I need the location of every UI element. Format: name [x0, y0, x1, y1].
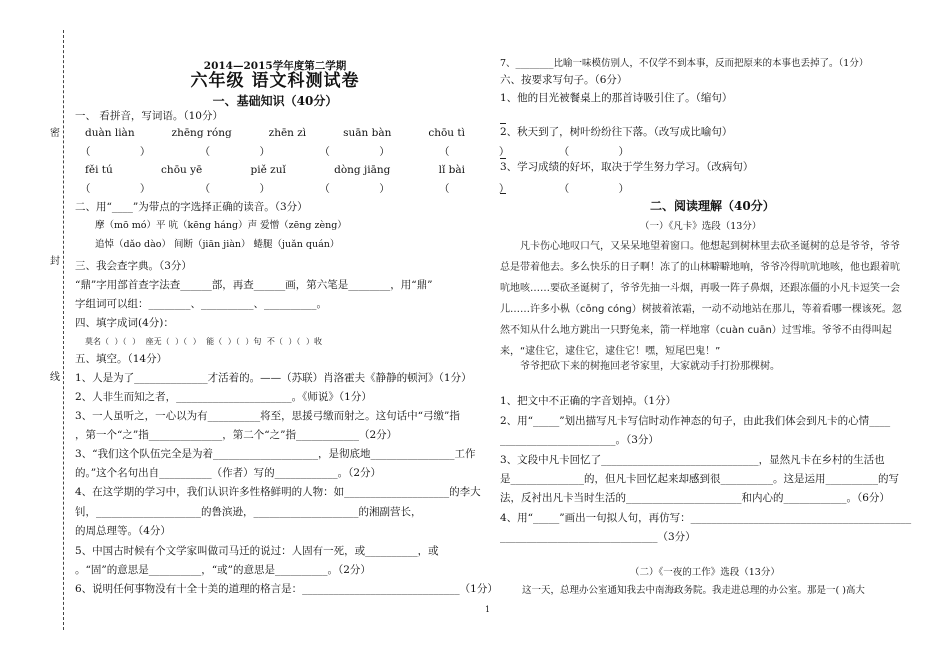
- section-reading: 二、阅读理解（40分）: [650, 199, 775, 213]
- answer-parens-2: （ ） （ ） （ ） （ ） （ ）: [80, 183, 630, 195]
- reading-1-passage-end: 爷爷把砍下来的树拖回老爷家里，大家就动手打扮那棵树。: [520, 361, 780, 372]
- section-basic-knowledge: 一、基础知识（40分）: [212, 94, 338, 108]
- pronunciation-row-2: 追悼（dǎo dào） 间断（jiān jiàn） 蜷腿（juǎn quán）: [95, 239, 340, 250]
- school-year: 2014—2015学年度第二学期: [203, 60, 347, 72]
- pinyin-item: duàn liàn: [85, 127, 135, 139]
- fill-5a: 4、在这学期的学习中，我们认识许多性格鲜明的人物：如____________________的李大: [75, 486, 481, 498]
- reading-1-q4a: 4、用“_____”画出一句拟人句，再仿写：__________________________________________: [500, 512, 912, 524]
- reading-1-q4b: ______________________________（3分）: [500, 531, 696, 543]
- idiom-row: 莫名（ ）（ ） 座无（ ）（ ） 能（ ）（ ）句 不（ ）（ ）收: [85, 337, 322, 346]
- fill-3a: 3、一人虽听之，一心以为有__________将至，思援弓缴而射之。这句话中“弓缴”指: [75, 410, 460, 422]
- question-idioms: 四、填字成词(4分)：: [75, 317, 174, 329]
- pinyin-item: chōu yē: [161, 164, 203, 176]
- fill-1: 1、人是为了______________才活着的。——（苏联）肖洛霍夫《静静的顿河》（1分）: [75, 372, 472, 384]
- dictionary-line-1: “鼎”字用部首查字法查______部，再查______画，第六笔是________，用“鼎”: [75, 279, 433, 291]
- fill-2: 2、人非生而知之者，______________________。《师说》（1分）: [75, 391, 372, 403]
- fill-4a: 3、“我们这个队伍完全是为着____________________，是彻底地________________工作: [75, 448, 476, 460]
- binding-line: [63, 30, 64, 630]
- pronunciation-row-1: 摩（mō mó）平 吭（kēng háng）声 爱憎（zēng zèng）: [95, 220, 347, 231]
- reading-2-line: 这一天，总理办公室通知我去中南海政务院。我走进总理的办公室。那是一( )高大: [522, 585, 865, 596]
- side-mark-feng: 封: [50, 256, 60, 267]
- fill-3b: ，第一个“之”指______________，第二个“之”指____________（2分）: [75, 429, 398, 441]
- question-sentences: 六、按要求写句子。（6分）: [500, 74, 628, 86]
- reading-2-title: （二）《一夜的工作》选段（13分）: [630, 567, 780, 578]
- fill-8: 7、________比喻一味模仿别人，不仅学不到本事，反而把原来的本事也丢掉了。（1分）: [500, 58, 869, 69]
- answer-line: [500, 113, 506, 124]
- question-fill: 五、填空。（14分）: [75, 353, 168, 365]
- sentence-3: 3、学习成绩的好坏，取决于学生努力学习。（改病句）: [500, 161, 754, 173]
- pinyin-item: fěi tú: [85, 164, 113, 176]
- answer-line: [500, 183, 506, 194]
- pinyin-item: lǐ bài: [438, 164, 465, 176]
- pinyin-row-2: [85, 164, 465, 177]
- exam-title: 六年级 语文科测试卷: [190, 71, 360, 91]
- sentence-1: 1、他的目光被餐桌上的那首诗吸引住了。（缩句）: [500, 92, 733, 104]
- reading-1-q3a: 3、文段中凡卡回忆了______________________________，显然凡卡在乡村的生活也: [500, 454, 885, 466]
- dictionary-line-2: 字组词可以组：________、__________、__________。: [75, 298, 327, 310]
- side-mark-mi: 密: [50, 128, 60, 139]
- reading-1-q2a: 2、用“_____”划出描写凡卡写信时动作神态的句子，由此我们体会到凡卡的心情____: [500, 415, 891, 427]
- pinyin-item: suān bàn: [343, 127, 392, 139]
- reading-1-passage: 凡卡伤心地叹口气，又呆呆地望着窗口。他想起到树林里去砍圣诞树的总是爷爷，爷爷总是带着他去。多么快乐的日子啊！冻了的山林噼噼地响，爷爷冷得吭吭地咳，他也跟着吭吭地咳……要砍圣诞树了，爷爷先抽一斗烟，再吸一阵子鼻烟，还跟冻僵的小凡卡逗笑一会儿……许多小枞（cōng cóng）树披着浓霜，一动不动地站在那儿，等着看哪一棵该死。忽然不知从什么地方跳出一只野兔来，箭一样地窜（cuàn cuān）过雪堆。爷爷不由得叫起来，“逮住它，逮住它，逮住它！嘿，短尾巴鬼！”: [500, 241, 902, 357]
- question-dictionary: 三、我会查字典。（3分）: [75, 260, 192, 272]
- fill-7: 6、说明任何事物没有十全十美的道理的格言是：______________________________（1分）: [75, 583, 498, 595]
- pinyin-item: zhēn zì: [268, 127, 307, 139]
- side-mark-xian: 线: [50, 372, 60, 383]
- reading-1-q3b: 是______________的，但凡卡回忆起来却感到很__________。这是运用__________的写: [500, 473, 899, 485]
- pinyin-item: zhēng róng: [171, 127, 232, 139]
- fill-4b: 的。”这个名句出自__________（作者）写的____________。（2分）: [75, 467, 382, 479]
- pinyin-item: dòng jiāng: [334, 164, 391, 176]
- reading-1-q2b: ______________________。（3分）: [500, 434, 659, 446]
- page-number: 1: [485, 605, 491, 614]
- question-pronunciation: 二、用“____”为带点的字选择正确的读音。（3分）: [75, 201, 308, 213]
- fill-5c: 的周总理等。（4分）: [75, 525, 171, 537]
- fill-6a: 5、中国古时候有个文学家叫做司马迁的说过：人固有一死，或__________，或: [75, 545, 439, 557]
- answer-line: [500, 148, 506, 159]
- question-pinyin: 一、 看拼音，写词语。（10分）: [75, 110, 223, 122]
- reading-1-title: （一）《凡卡》选段（13分）: [640, 221, 762, 232]
- reading-1-q3c: 法，反衬出凡卡当时生活的______________________和内心的____________。（6分）: [500, 492, 890, 504]
- pinyin-item: piě zuǐ: [250, 164, 286, 176]
- pinyin-row-1: [85, 127, 465, 140]
- sentence-2: 2、秋天到了，树叶纷纷往下落。（改写成比喻句）: [500, 126, 733, 138]
- fill-6b: 。“固”的意思是__________，“或”的意思是__________。（2分）: [75, 564, 371, 576]
- pinyin-item: chōu tì: [428, 127, 465, 139]
- reading-1-q1: 1、把文中不正确的字音划掉。（1分）: [500, 395, 677, 407]
- fill-5b: 钊，____________________的鲁滨逊，____________________的湘副营长，: [75, 506, 422, 518]
- answer-parens-1: （ ） （ ） （ ） （ ） （ ）: [80, 146, 630, 158]
